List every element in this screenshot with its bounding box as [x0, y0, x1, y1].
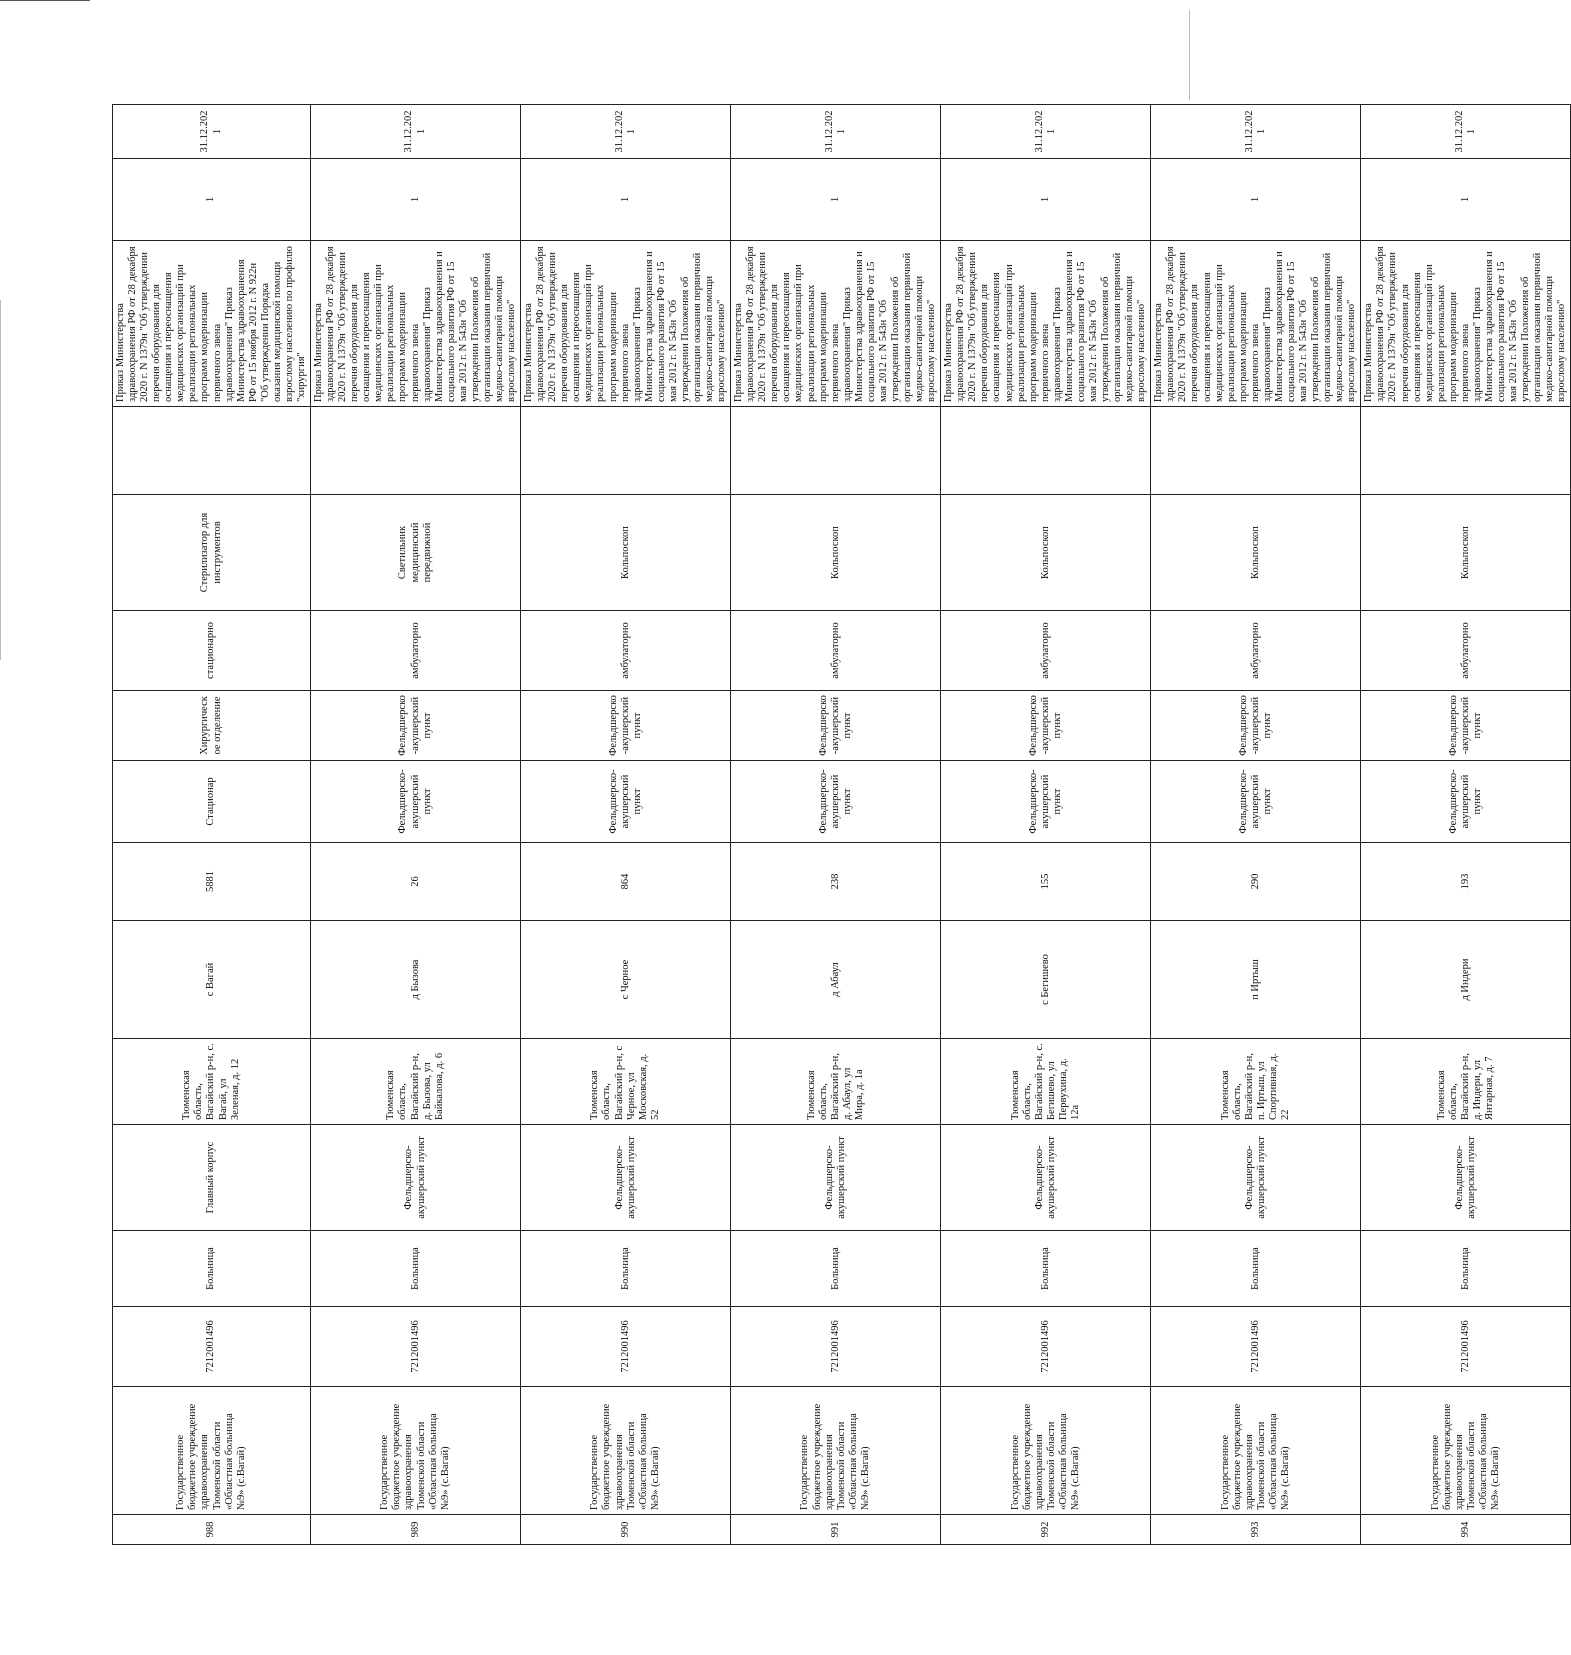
population-cell: 26 — [311, 843, 521, 921]
organization-cell: Государственное бюджетное учреждение здравоохранения Тюменской области «Областная больница №9» (с.Вагай) — [311, 1387, 521, 1515]
deadline-date-cell: 31.12.2021 — [521, 105, 731, 159]
inn-cell: 7212001496 — [1361, 1307, 1571, 1387]
locality-cell: с Вагай — [113, 921, 311, 1039]
regulation-cell: Приказ Министерства здравоохранения РФ от 28 декабря 2020 г. N 1379н "Об утверждении перечня оборудования для оснащения и переоснащения медицинских организаций при реализации региональных программ модернизации первичного звена здравоохранения" Приказ Министерства здравоохранения РФ от 15 ноября 2012 г. N 922н "Об утверждении Порядка оказания медицинской помощи взрослому населению по профилю "хирургия" — [113, 241, 311, 407]
address-cell: Тюменская область, Вагайский р-н, д. Абаул, ул Мира, д. 1а — [731, 1039, 941, 1125]
row-number: 990 — [521, 1515, 731, 1545]
unit-cell: Фельдшерско-акушерский пункт — [1361, 761, 1571, 843]
unit-cell: Стационар — [113, 761, 311, 843]
equipment-cell: Кольпоскоп — [1361, 495, 1571, 611]
building-cell: Главный корпус — [113, 1125, 311, 1231]
facility-type-cell: Больница — [521, 1231, 731, 1307]
row-number: 989 — [311, 1515, 521, 1545]
unit-cell: Фельдшерско-акушерский пункт — [941, 761, 1151, 843]
facility-type-cell: Больница — [941, 1231, 1151, 1307]
address-cell: Тюменская область, Вагайский р-н, п. Иртыш, ул Спортивная, д. 22 — [1151, 1039, 1361, 1125]
deadline-date-cell: 31.12.2021 — [113, 105, 311, 159]
locality-cell: с Черное — [521, 921, 731, 1039]
inn-cell: 7212001496 — [113, 1307, 311, 1387]
empty-cell — [1151, 407, 1361, 495]
population-cell: 5881 — [113, 843, 311, 921]
facility-type-cell: Больница — [1361, 1231, 1571, 1307]
inn-cell: 7212001496 — [1151, 1307, 1361, 1387]
building-cell: Фельдшерско-акушерский пункт — [521, 1125, 731, 1231]
building-cell: Фельдшерско-акушерский пункт — [1361, 1125, 1571, 1231]
quantity-cell: 1 — [941, 159, 1151, 241]
scan-fold-line — [1189, 10, 1190, 100]
empty-cell — [731, 407, 941, 495]
deadline-date-cell: 31.12.2021 — [941, 105, 1151, 159]
inn-cell: 7212001496 — [311, 1307, 521, 1387]
facility-type-cell: Больница — [113, 1231, 311, 1307]
organization-cell: Государственное бюджетное учреждение здравоохранения Тюменской области «Областная больница №9» (с.Вагай) — [1151, 1387, 1361, 1515]
table-row — [941, 105, 1151, 1545]
deadline-date-cell: 31.12.2021 — [1151, 105, 1361, 159]
care-form-cell: амбулаторно — [731, 611, 941, 691]
deadline-date-cell: 31.12.2021 — [731, 105, 941, 159]
locality-cell: д Абаул — [731, 921, 941, 1039]
equipment-register-table — [112, 104, 1571, 1545]
scan-fold-line — [0, 300, 1, 660]
quantity-cell: 1 — [1151, 159, 1361, 241]
population-cell: 290 — [1151, 843, 1361, 921]
table-row — [113, 105, 311, 1545]
scan-edge-mark — [0, 0, 90, 1]
regulation-cell: Приказ Министерства здравоохранения РФ от 28 декабря 2020 г. N 1379н "Об утверждении перечня оборудования для оснащения и переоснащения медицинских организаций при реализации региональных программ модернизации первичного звена здравоохранения" Приказ Министерства здравоохранения и социального развития РФ от 15 мая 2012 г. N 543н "Об утверждении Положения об организации оказания первичной медико-санитарной помощи взрослому населению" — [521, 241, 731, 407]
equipment-cell: Кольпоскоп — [521, 495, 731, 611]
department-cell: Фельдшерско-акушерский пункт — [731, 691, 941, 761]
care-form-cell: амбулаторно — [311, 611, 521, 691]
row-number: 991 — [731, 1515, 941, 1545]
care-form-cell: амбулаторно — [941, 611, 1151, 691]
address-cell: Тюменская область, Вагайский р-н, с. Вагай, ул Зеленая, д. 12 — [113, 1039, 311, 1125]
inn-cell: 7212001496 — [521, 1307, 731, 1387]
organization-cell: Государственное бюджетное учреждение здравоохранения Тюменской области «Областная больница №9» (с.Вагай) — [521, 1387, 731, 1515]
facility-type-cell: Больница — [731, 1231, 941, 1307]
table-row — [521, 105, 731, 1545]
facility-type-cell: Больница — [1151, 1231, 1361, 1307]
equipment-cell: Кольпоскоп — [941, 495, 1151, 611]
empty-cell — [1361, 407, 1571, 495]
care-form-cell: амбулаторно — [1361, 611, 1571, 691]
building-cell: Фельдшерско-акушерский пункт — [1151, 1125, 1361, 1231]
department-cell: Фельдшерско-акушерский пункт — [311, 691, 521, 761]
care-form-cell: амбулаторно — [521, 611, 731, 691]
locality-cell: п Иртыш — [1151, 921, 1361, 1039]
table-row — [1151, 105, 1361, 1545]
regulation-cell: Приказ Министерства здравоохранения РФ от 28 декабря 2020 г. N 1379н "Об утверждении перечня оборудования для оснащения и переоснащения медицинских организаций при реализации региональных программ модернизации первичного звена здравоохранения" Приказ Министерства здравоохранения и социального развития РФ от 15 мая 2012 г. N 543н "Об утверждении Положения об организации оказания первичной медико-санитарной помощи взрослому населению" — [941, 241, 1151, 407]
building-cell: Фельдшерско-акушерский пункт — [941, 1125, 1151, 1231]
building-cell: Фельдшерско-акушерский пункт — [731, 1125, 941, 1231]
unit-cell: Фельдшерско-акушерский пункт — [1151, 761, 1361, 843]
regulation-cell: Приказ Министерства здравоохранения РФ от 28 декабря 2020 г. N 1379н "Об утверждении перечня оборудования для оснащения и переоснащения медицинских организаций при реализации региональных программ модернизации первичного звена здравоохранения" Приказ Министерства здравоохранения и социального развития РФ от 15 мая 2012 г. N 543н "Об утверждении Положения об организации оказания первичной медико-санитарной помощи взрослому населению" — [1361, 241, 1571, 407]
quantity-cell: 1 — [113, 159, 311, 241]
row-number: 993 — [1151, 1515, 1361, 1545]
address-cell: Тюменская область, Вагайский р-н, с. Бегишево, ул Первухина, д. 12а — [941, 1039, 1151, 1125]
department-cell: Хирургическое отделение — [113, 691, 311, 761]
empty-cell — [941, 407, 1151, 495]
table-row — [731, 105, 941, 1545]
row-number: 994 — [1361, 1515, 1571, 1545]
organization-cell: Государственное бюджетное учреждение здравоохранения Тюменской области «Областная больница №9» (с.Вагай) — [941, 1387, 1151, 1515]
population-cell: 864 — [521, 843, 731, 921]
table-body — [113, 105, 1571, 1545]
unit-cell: Фельдшерско-акушерский пункт — [521, 761, 731, 843]
deadline-date-cell: 31.12.2021 — [1361, 105, 1571, 159]
locality-cell: д Бызова — [311, 921, 521, 1039]
row-number: 988 — [113, 1515, 311, 1545]
regulation-cell: Приказ Министерства здравоохранения РФ от 28 декабря 2020 г. N 1379н "Об утверждении перечня оборудования для оснащения и переоснащения медицинских организаций при реализации региональных программ модернизации первичного звена здравоохранения" Приказ Министерства здравоохранения и социального развития РФ от 15 мая 2012 г. N 543н "Об утверждении Положения об организации оказания первичной медико-санитарной помощи взрослому населению" — [311, 241, 521, 407]
care-form-cell: стационарно — [113, 611, 311, 691]
inn-cell: 7212001496 — [941, 1307, 1151, 1387]
locality-cell: д Индери — [1361, 921, 1571, 1039]
department-cell: Фельдшерско-акушерский пункт — [521, 691, 731, 761]
population-cell: 155 — [941, 843, 1151, 921]
facility-type-cell: Больница — [311, 1231, 521, 1307]
locality-cell: с Бегишево — [941, 921, 1151, 1039]
address-cell: Тюменская область, Вагайский р-н, д. Индери, ул Янтарная, д. 7 — [1361, 1039, 1571, 1125]
population-cell: 193 — [1361, 843, 1571, 921]
organization-cell: Государственное бюджетное учреждение здравоохранения Тюменской области «Областная больница №9» (с.Вагай) — [1361, 1387, 1571, 1515]
deadline-date-cell: 31.12.2021 — [311, 105, 521, 159]
regulation-cell: Приказ Министерства здравоохранения РФ от 28 декабря 2020 г. N 1379н "Об утверждении перечня оборудования для оснащения и переоснащения медицинских организаций при реализации региональных программ модернизации первичного звена здравоохранения" Приказ Министерства здравоохранения и социального развития РФ от 15 мая 2012 г. N 543н "Об утверждении Положения об организации оказания первичной медико-санитарной помощи взрослому населению" — [1151, 241, 1361, 407]
organization-cell: Государственное бюджетное учреждение здравоохранения Тюменской области «Областная больница №9» (с.Вагай) — [731, 1387, 941, 1515]
table-row — [1361, 105, 1571, 1545]
quantity-cell: 1 — [1361, 159, 1571, 241]
building-cell: Фельдшерско-акушерский пункт — [311, 1125, 521, 1231]
department-cell: Фельдшерско-акушерский пункт — [1151, 691, 1361, 761]
empty-cell — [113, 407, 311, 495]
regulation-cell: Приказ Министерства здравоохранения РФ от 28 декабря 2020 г. N 1379н "Об утверждении перечня оборудования для оснащения и переоснащения медицинских организаций при реализации региональных программ модернизации первичного звена здравоохранения" Приказ Министерства здравоохранения и социального развития РФ от 15 мая 2012 г. N 543н "Об утверждении Положения об организации оказания первичной медико-санитарной помощи взрослому населению" — [731, 241, 941, 407]
equipment-cell: Светильник медицинский передвижной — [311, 495, 521, 611]
address-cell: Тюменская область, Вагайский р-н, д. Бызова, ул Байкалова, д. 6 — [311, 1039, 521, 1125]
rotated-table-container — [112, 105, 1568, 1545]
organization-cell: Государственное бюджетное учреждение здравоохранения Тюменской области «Областная больница №9» (с.Вагай) — [113, 1387, 311, 1515]
table-row — [311, 105, 521, 1545]
inn-cell: 7212001496 — [731, 1307, 941, 1387]
population-cell: 238 — [731, 843, 941, 921]
quantity-cell: 1 — [521, 159, 731, 241]
equipment-cell: Кольпоскоп — [731, 495, 941, 611]
empty-cell — [311, 407, 521, 495]
address-cell: Тюменская область, Вагайский р-н, с Черное, ул Московская, д. 52 — [521, 1039, 731, 1125]
department-cell: Фельдшерско-акушерский пункт — [1361, 691, 1571, 761]
equipment-cell: Стерилизатор для инструментов — [113, 495, 311, 611]
empty-cell — [521, 407, 731, 495]
row-number: 992 — [941, 1515, 1151, 1545]
quantity-cell: 1 — [311, 159, 521, 241]
quantity-cell: 1 — [731, 159, 941, 241]
department-cell: Фельдшерско-акушерский пункт — [941, 691, 1151, 761]
care-form-cell: амбулаторно — [1151, 611, 1361, 691]
equipment-cell: Кольпоскоп — [1151, 495, 1361, 611]
unit-cell: Фельдшерско-акушерский пункт — [731, 761, 941, 843]
unit-cell: Фельдшерско-акушерский пункт — [311, 761, 521, 843]
